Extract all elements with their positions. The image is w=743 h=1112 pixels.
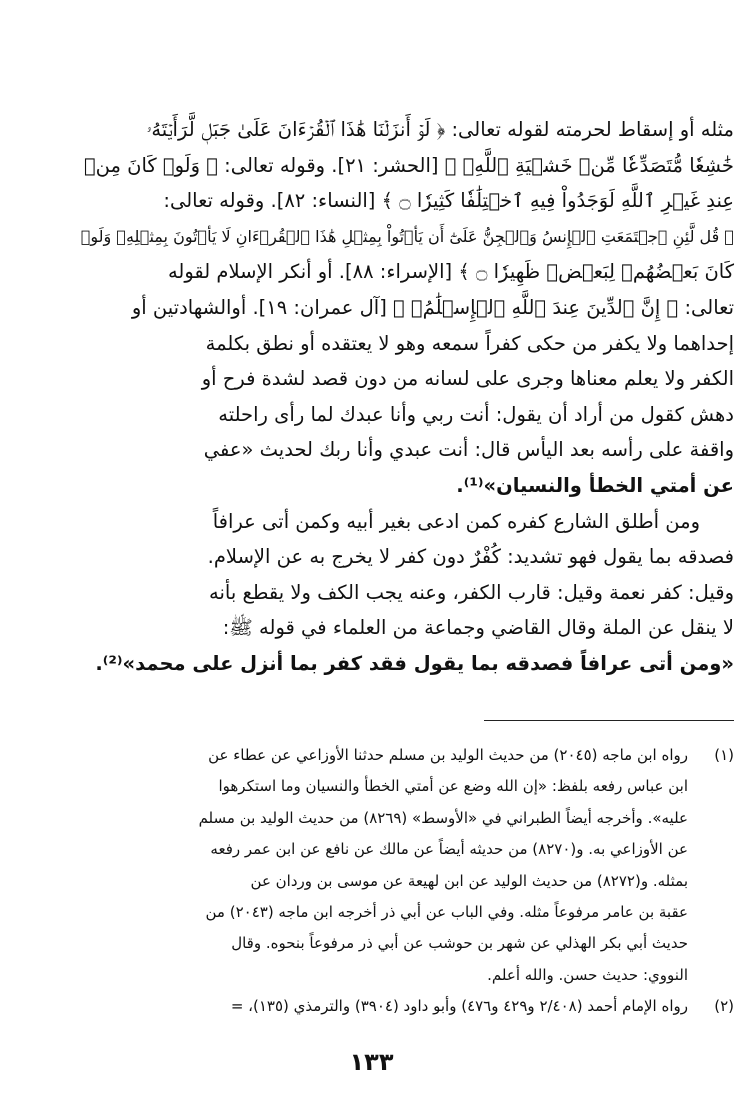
body-line: عِندِ غَيۡرِ ٱللَّهِ لَوَجَدُواْ فِيهِ ٱخۡتِلَٰفٗا كَثِيرٗا ۝ ﴾ [النساء: ٨٢]. وقوله تعالى: bbox=[163, 189, 734, 213]
body-line: واقفة على رأسه بعد اليأس قال: أنت عبدي وأنا ربك لحديث «عفي bbox=[203, 438, 734, 462]
body-line: خَٰشِعٗا مُّتَصَدِّعٗا مِّنۡ خَشۡيَةِ ٱللَّهِۚ ﴾ [الحشر: ٢١]. وقوله تعالى: ﴿ وَلَوۡ كَانَ مِنۡ bbox=[83, 153, 734, 177]
footnote-line: بمثله. و(٨٢٧٢) من حديث الوليد عن ابن لهيعة عن موسى بن وردان عن bbox=[250, 871, 688, 890]
footnote-number: (٢) bbox=[714, 997, 734, 1016]
body-line: إحداهما ولا يكفر من حكى كفراً سمعه وهو لا يعتقده أو نطق بكلمة bbox=[205, 331, 734, 355]
main-text-block bbox=[62, 112, 734, 682]
footnote-line: النووي: حديث حسن. والله أعلم. bbox=[487, 965, 688, 984]
footnote-separator bbox=[484, 720, 734, 721]
body-line: لا ينقل عن الملة وقال القاضي وجماعة من العلماء في قوله ﷺ: bbox=[222, 616, 734, 640]
footnotes-block bbox=[60, 740, 734, 1023]
footnote-line: عليه». وأخرجه أيضاً الطبراني في «الأوسط» (٨٢٦٩) من حديث الوليد بن مسلم bbox=[198, 808, 688, 827]
body-line: تعالى: ﴿ إِنَّ ٱلدِّينَ عِندَ ٱللَّهِ ٱلۡإِسۡلَٰمُۗ ﴾ [آل عمران: ١٩]. أوالشهادتين أو bbox=[131, 295, 734, 319]
footnote-number: (١) bbox=[714, 746, 734, 764]
body-line: فصدقه بما يقول فهو تشديد: كُفْرٌ دون كفر لا يخرج به عن الإسلام. bbox=[207, 545, 734, 569]
body-line: كَانَ بَعۡضُهُمۡ لِبَعۡضٖ ظَهِيرٗا ۝ ﴾ [الإسراء: ٨٨]. أو أنكر الإسلام لقوله bbox=[167, 260, 734, 284]
footnote-line: ابن عباس رفعه بلفظ: «إن الله وضع عن أمتي الخطأ والنسيان وما استكرهوا bbox=[218, 777, 688, 796]
body-line: عن أمتي الخطأ والنسيان»⁽¹⁾. bbox=[456, 473, 734, 497]
footnote-line: عن الأوزاعي به. و(٨٢٧٠) من حديثه أيضاً عن مالك عن نافع عن ابن عمر رفعه bbox=[210, 840, 688, 859]
footnote-1 bbox=[60, 740, 734, 991]
body-line: مثله أو إسقاط لحرمته لقوله تعالى: ﴿ لَوۡ أَنزَلۡنَا هَٰذَا ٱلۡقُرۡءَانَ عَلَىٰ جَبَلٖ لَّرَأَيۡتَهُۥ bbox=[146, 118, 734, 141]
body-line: الكفر ولا يعلم معناها وجرى على لسانه من دون قصد لشدة فرح أو bbox=[201, 367, 734, 391]
footnote-line: رواه الإمام أحمد (٢/٤٠٨ و٤٢٩ و٤٧٦) وأبو داود (٣٩٠٤) والترمذي (١٣٥)، = bbox=[230, 997, 688, 1016]
footnote-line: عقبة بن عامر مرفوعاً مثله. وفي الباب عن أبي ذر أخرجه ابن ماجه (٢٠٤٣) من bbox=[205, 902, 688, 921]
body-line: ومن أطلق الشارع كفره كمن ادعى بغير أبيه وكمن أتى عرافاً bbox=[212, 509, 700, 533]
body-line: ﴿ قُل لَّئِنِ ٱجۡتَمَعَتِ ٱلۡإِنسُ وَٱلۡجِنُّ عَلَىٰٓ أَن يَأۡتُواْ بِمِثۡلِ هَٰذَا ٱلۡقُرۡءَانِ لَا يَأۡتُونَ بِمِثۡلِهِۦ وَلَوۡ bbox=[80, 226, 734, 246]
footnote-line: رواه ابن ماجه (٢٠٤٥) من حديث الوليد بن مسلم حدثنا الأوزاعي عن عطاء عن bbox=[208, 746, 688, 764]
page-number: ١٣٣ bbox=[349, 1048, 394, 1076]
footnote-line: حديث أبي بكر الهذلي عن شهر بن حوشب عن أبي ذر مرفوعاً بنحوه. وقال bbox=[231, 934, 688, 953]
body-line: «ومن أتى عرافاً فصدقه بما يقول فقد كفر بما أنزل على محمد»⁽²⁾. bbox=[95, 651, 734, 675]
footnote-2 bbox=[60, 991, 734, 1022]
body-line: دهش كقول من أراد أن يقول: أنت ربي وأنا عبدك لما رأى راحلته bbox=[218, 402, 734, 426]
body-line: وقيل: كفر نعمة وقيل: قارب الكفر، وعنه يجب الكف ولا يقطع بأنه bbox=[209, 580, 734, 604]
